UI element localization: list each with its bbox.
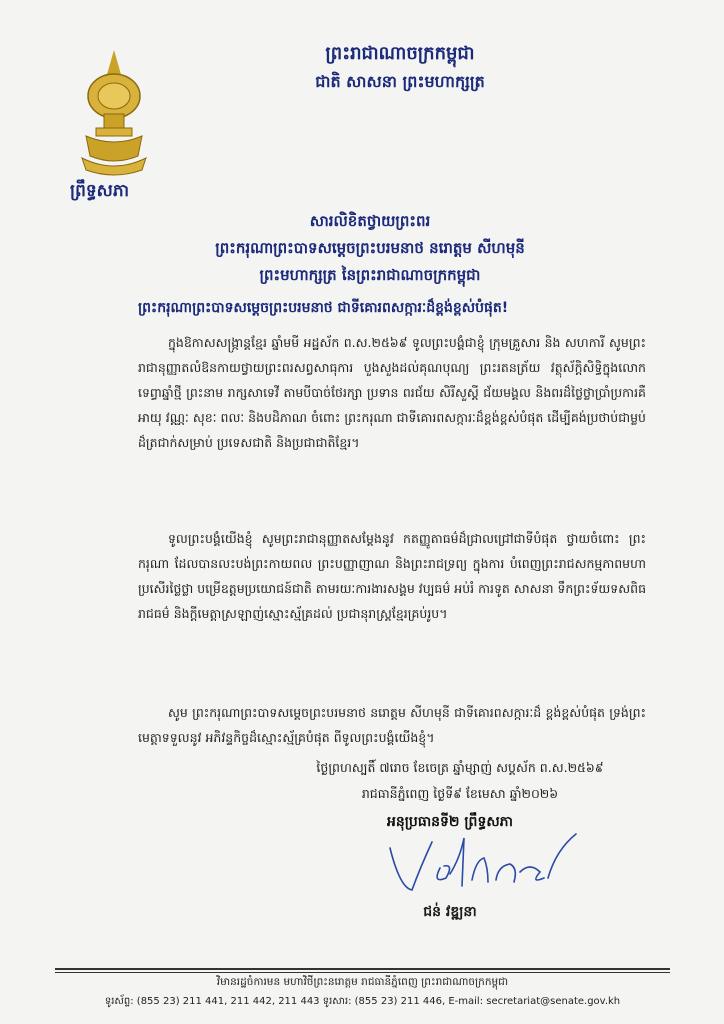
title-line-1: សារលិខិតថ្វាយព្រះពរ — [309, 212, 431, 230]
paragraph-2-text: ទូលព្រះបង្គំយើងខ្ញុំ សូមព្រះរាជានុញ្ញាតសម្តែងនូវ កតញ្ញូតាធម៌ដ៏ជ្រាលជ្រៅជាទីបំផុត ថ្វាយចំពោះ ព្រះករុណា ដែលបានលះបង់ព្រះកាយពល ព្រះបញ្ញាញាណ និងព្រះរាជទ្រព្យ ក្នុងការ បំពេញព្រះរាជសកម្មភាពមហាប្រសើរថ្លៃថ្លា បម្រើឧត្តមប្រយោជន៍ជាតិ តាមរយៈការងារសង្គម វប្បធម៌ អប់រំ ការទូត សាសនា ទឹកព្រះទ័យទសពិធរាជធម៌ និងក្តីមេត្តាស្រឡាញ់ស្មោះស្ម័គ្រដល់ ប្រជានុរាស្ត្រខ្មែរគ្រប់រូប។ — [138, 531, 647, 621]
institution-name: ព្រឹទ្ធសភា — [70, 181, 130, 201]
paragraph-1 — [138, 330, 646, 455]
title-line-2: ព្រះករុណាព្រះបាទសម្តេចព្រះបរមនាថ នរោត្តម សីហមុនី — [215, 239, 525, 257]
footer-divider-thin — [55, 972, 670, 973]
footer-address: វិមានរដ្ឋចំការមន មហាវិថីព្រះនរោត្តម រាជធានីភ្នំពេញ ព្រះរាជាណាចក្រកម្ពុជា — [216, 976, 509, 988]
salutation: ព្រះករុណាព្រះបាទសម្តេចព្រះបរមនាថ ជាទីគោរពសក្ការៈដ៏ខ្ពង់ខ្ពស់បំផុត! — [138, 300, 509, 316]
paragraph-3 — [138, 700, 646, 750]
title-line-3: ព្រះមហាក្សត្រ នៃព្រះរាជាណាចក្រកម្ពុជា — [259, 266, 481, 284]
signatory-title: អនុប្រធានទី២ ព្រឹទ្ធសភា — [386, 814, 513, 830]
national-motto: ជាតិ សាសនា ព្រះមហាក្សត្រ — [315, 72, 485, 91]
solar-date: រាជធានីភ្នំពេញ ថ្ងៃទី៩ ខែមេសា ឆ្នាំ២០២៦ — [361, 786, 559, 801]
lunar-date: ថ្ងៃព្រហស្បតិ៍ ៧រោច ខែចេត្រ ឆ្នាំម្សាញ់ សប្តស័ក ព.ស.២៥៦៩ — [316, 760, 604, 775]
date-block — [250, 755, 670, 807]
footer-divider — [55, 968, 670, 970]
paragraph-1-text: ក្នុងឱកាសសង្ក្រាន្តខ្មែរ ឆ្នាំមមី អដ្ឋស័ក ព.ស.២៥៦៩ ទូលព្រះបង្គំជាខ្ញុំ ក្រុមគ្រួសារ និង សហការី សូមព្រះរាជានុញ្ញាតលំឱនកាយថ្វាយព្រះពរសព្វសាធុការ បួងសួងដល់គុណបុណ្យ ព្រះរតនត្រ័យ វត្ថុស័ក្តិសិទ្ធិក្នុងលោក ទេព្ធាឆ្នាំថ្មី ព្រះនាម រាក្សសាទេវី តាមបីបាច់ថែរក្សា ប្រទាន ពរជ័យ សិរីសួស្តី ជ័យមង្គល និងពរដ៏ថ្លៃថ្លាប្រាំប្រការគឺ អាយុ វណ្ណៈ សុខៈ ពលៈ និងបដិភាណ ចំពោះ ព្រះករុណា ជាទីគោរពសក្ការៈដ៏ខ្ពង់ខ្ពស់បំផុត ដើម្បីគង់ប្រថាប់ជាម្លប់ដ៏ត្រជាក់សម្រាប់ ប្រទេសជាតិ និងប្រជាជាតិខ្មែរ។ — [138, 335, 646, 450]
paragraph-2 — [138, 526, 646, 626]
paragraph-3-text: សូម ព្រះករុណាព្រះបាទសម្តេចព្រះបរមនាថ នរោត្តម សីហមុនី ជាទីគោរពសក្ការៈដ៏ ខ្ពង់ខ្ពស់បំផុត ទ្រង់ព្រះមេត្តាទទួលនូវ អភិវន្ទកិច្ចដ៏ស្មោះស្ម័គ្របំផុត ពីទូលព្រះបង្គំយើងខ្ញុំ។ — [138, 705, 646, 745]
footer-contact: ទូរស័ព្ទ: (855 23) 211 441, 211 442, 211 443 ទូរសារ: (855 23) 211 446, E-mail: secretariat@senate.gov.kh — [104, 996, 621, 1007]
signatory-name: ជន់ វឌ្ឍនា — [423, 904, 477, 920]
kingdom-name: ព្រះរាជាណាចក្រកម្ពុជា — [325, 43, 475, 64]
royal-emblem-icon — [78, 48, 150, 178]
handwritten-signature — [380, 828, 590, 898]
letter-title — [150, 208, 590, 289]
kingdom-header — [250, 40, 550, 96]
